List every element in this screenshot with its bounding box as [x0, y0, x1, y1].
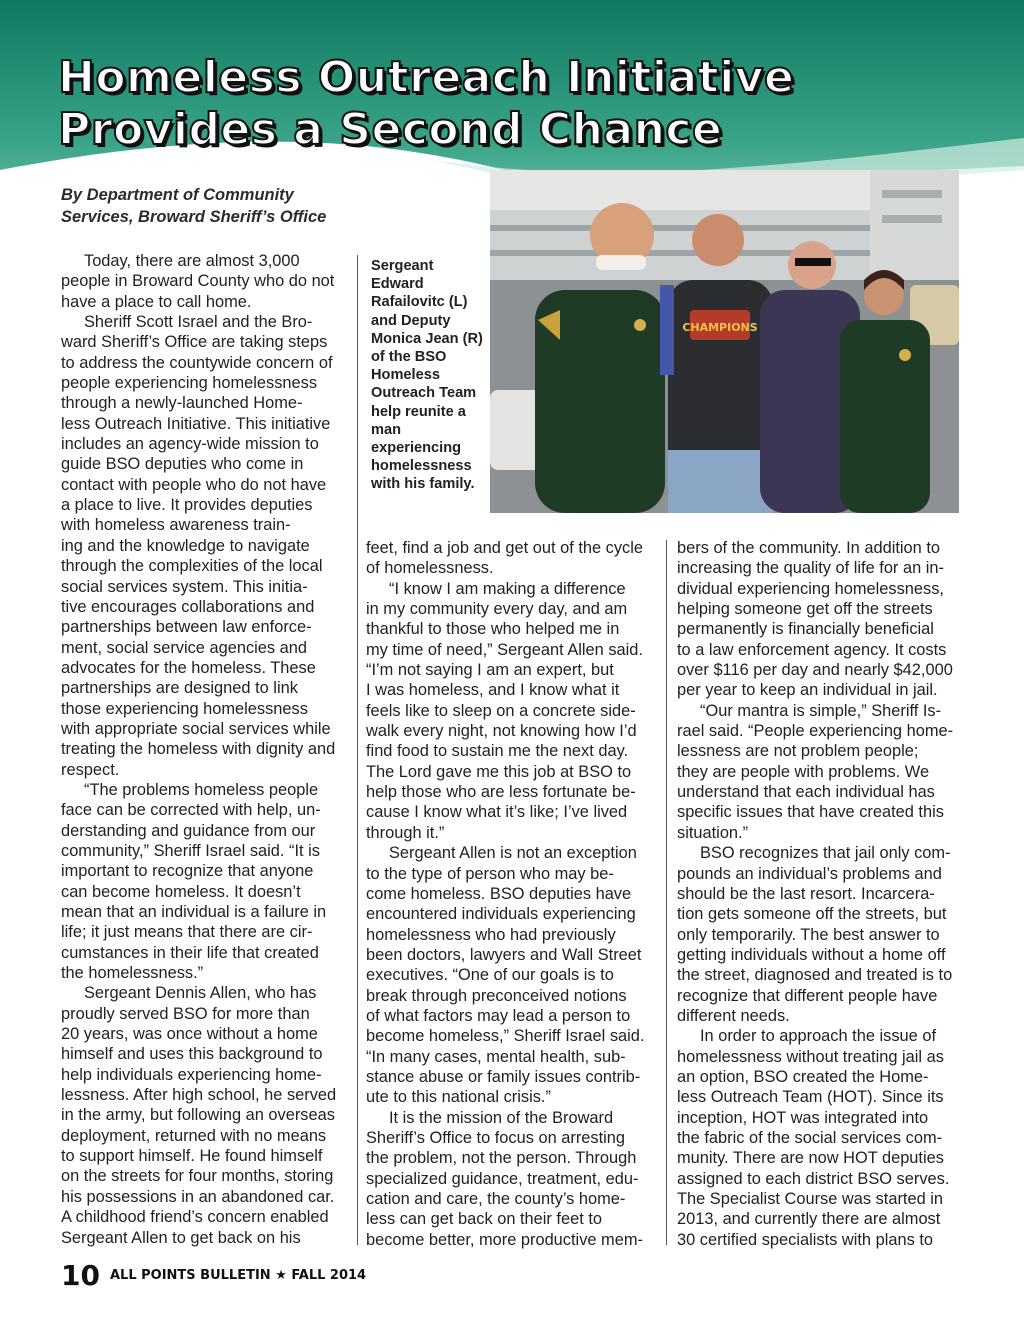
text-line: through the complexities of the local [61, 557, 323, 576]
text-line: Sheriff Scott Israel and the Bro- [84, 313, 313, 332]
text-line: includes an agency-wide mission to [61, 435, 319, 454]
text-line: should be the last resort. Incarcera- [677, 884, 935, 903]
text-line: specialized guidance, treatment, edu- [366, 1169, 639, 1188]
text-line: BSO recognizes that jail only com- [700, 844, 951, 863]
column-divider-2 [666, 540, 667, 1245]
shirt-text: CHAMPIONS [682, 321, 758, 334]
text-line: deployment, returned with no means [61, 1126, 327, 1145]
text-line: getting individuals without a home off [677, 945, 946, 964]
page-number: 10 [61, 1258, 100, 1292]
article-column-3 [677, 538, 977, 1250]
text-line: cause I know what it’s like; I’ve lived [366, 803, 628, 822]
text-line: a place to live. It provides deputies [61, 496, 313, 515]
text-line: “Our mantra is simple,” Sheriff Is- [700, 701, 942, 720]
text-line: help individuals experiencing home- [61, 1065, 322, 1084]
text-line: It is the mission of the Broward [389, 1108, 614, 1127]
text-line: the street, diagnosed and treated is to [677, 966, 953, 985]
text-line: people in Broward County who do not [61, 272, 335, 291]
text-line: less Outreach Initiative. This initiative [61, 414, 331, 433]
column-divider-1 [357, 255, 358, 1245]
text-line: less can get back on their feet to [366, 1210, 602, 1229]
text-line: ute to this national crisis.” [366, 1088, 551, 1107]
text-line: of homelessness. [366, 559, 494, 578]
title-line-2: Provides a Second Chance [58, 104, 723, 155]
text-line: in the army, but following an overseas [61, 1106, 335, 1125]
text-line: in my community every day, and am [366, 600, 628, 619]
text-line: The Lord gave me this job at BSO to [366, 762, 632, 781]
text-line: treating the homeless with dignity and [61, 740, 336, 759]
publication-name: ALL POINTS BULLETIN ★ FALL 2014 [109, 1267, 367, 1283]
text-line: over $116 per day and nearly $42,000 [677, 661, 953, 680]
text-line: “I’m not saying I am an expert, but [366, 661, 614, 680]
text-line: homelessness who had previously [366, 925, 616, 944]
text-line: the fabric of the social services com- [677, 1128, 943, 1147]
text-line: on the streets for four months, storing [61, 1167, 334, 1186]
text-line: ing and the knowledge to navigate [61, 536, 310, 555]
text-line: 20 years, was once without a home [61, 1025, 318, 1044]
text-line: assigned to each district BSO serves. [677, 1169, 950, 1188]
text-line: “The problems homeless people [84, 780, 319, 799]
text-line: life; it just means that there are cir- [61, 923, 313, 942]
text-line: Sergeant Allen is not an exception [389, 844, 637, 863]
text-line: face can be corrected with help, un- [61, 801, 321, 820]
text-line: thankful to those who helped me in [366, 620, 620, 639]
text-line: tion gets someone off the streets, but [677, 905, 947, 924]
text-line: important to recognize that anyone [61, 862, 314, 881]
text-line: tive encourages collaborations and [61, 597, 315, 616]
text-line: increasing the quality of life for an in- [677, 559, 944, 578]
text-line: an option, BSO created the Home- [677, 1067, 929, 1086]
text-line: ward Sheriff’s Office are taking steps [61, 333, 328, 352]
text-line: derstanding and guidance from our [61, 821, 316, 840]
text-line: come homeless. BSO deputies have [366, 884, 632, 903]
article-column-1 [61, 251, 351, 1248]
text-line: the problem, not the person. Through [366, 1149, 637, 1168]
text-line: walk every night, not knowing how I’d [366, 722, 637, 741]
text-line: ment, social service agencies and [61, 638, 307, 657]
article-title [58, 52, 958, 156]
text-line: feet, find a job and get out of the cycle [366, 539, 644, 557]
text-line: In order to approach the issue of [700, 1027, 936, 1046]
text-line: to address the countywide concern of [61, 353, 333, 372]
page-footer [61, 1258, 366, 1292]
text-line: of what factors may lead a person to [366, 1006, 631, 1025]
text-line: find food to sustain me the next day. [366, 742, 629, 761]
text-line: social services system. This initia- [61, 577, 308, 596]
text-line: break through preconceived notions [366, 986, 627, 1005]
text-line: through it.” [366, 823, 445, 842]
text-line: lessness. After high school, he served [61, 1086, 337, 1105]
text-line: my time of need,” Sergeant Allen said. [366, 640, 643, 659]
text-line: advocates for the homeless. These [61, 658, 316, 677]
text-line: “In many cases, mental health, sub- [366, 1047, 626, 1066]
text-line: Today, there are almost 3,000 [84, 252, 300, 270]
text-line: Sergeant Allen to get back on his [61, 1228, 301, 1247]
text-line: lessness are not problem people; [677, 742, 919, 761]
text-line: to a law enforcement agency. It costs [677, 640, 947, 659]
text-line: encountered individuals experiencing [366, 905, 636, 924]
text-line: those experiencing homelessness [61, 699, 308, 718]
text-line: 2013, and currently there are almost [677, 1210, 941, 1229]
text-line: help those who are less fortunate be- [366, 783, 636, 802]
text-line: different needs. [677, 1006, 790, 1025]
text-line: feels like to sleep on a concrete side- [366, 701, 636, 720]
title-line-1: Homeless Outreach Initiative [58, 52, 795, 103]
text-line: with appropriate social services while [61, 719, 331, 738]
text-line: become better, more productive mem- [366, 1230, 643, 1249]
text-line: only temporarily. The best answer to [677, 925, 940, 944]
text-line: helping someone get off the streets [677, 600, 933, 619]
text-line: The Specialist Course was started in [677, 1190, 944, 1208]
text-line: himself and uses this background to [61, 1045, 323, 1064]
text-line: to support himself. He found himself [61, 1147, 323, 1166]
text-line: I was homeless, and I know what it [366, 681, 620, 700]
text-line: partnerships between law enforce- [61, 618, 312, 637]
text-line: with homeless awareness train- [61, 516, 291, 535]
text-line: dividual experiencing homelessness, [677, 579, 944, 598]
text-line: his possessions in an abandoned car. [61, 1187, 335, 1206]
text-line: partnerships are designed to link [61, 679, 298, 698]
text-line: people experiencing homelessness [61, 374, 318, 393]
text-line: specific issues that have created this [677, 803, 944, 822]
text-line: understand that each individual has [677, 783, 935, 802]
text-line: executives. “One of our goals is to [366, 966, 614, 985]
text-line: recognize that different people have [677, 986, 938, 1005]
byline-line-1: By Department of Community [61, 186, 294, 204]
text-line: respect. [61, 760, 120, 779]
byline-line-2: Services, Broward Sheriff’s Office [61, 208, 327, 226]
text-line: mean that an individual is a failure in [61, 903, 327, 921]
text-line: through a newly-launched Home- [61, 394, 303, 413]
text-line: cumstances in their life that created [61, 943, 319, 962]
article-column-2 [366, 538, 662, 1250]
photo-caption: Sergeant Edward Rafailovitc (L) and Deputy Monica Jean (R) of the BSO Homeless Outreach Team help reunite a man experiencing homelessness with his family. [371, 258, 483, 493]
text-line: guide BSO deputies who come in [61, 455, 304, 474]
byline [61, 184, 361, 228]
text-line: community,” Sheriff Israel said. “It is [61, 841, 320, 860]
text-line: munity. There are now HOT deputies [677, 1149, 944, 1168]
text-line: “I know I am making a difference [389, 579, 626, 598]
text-line: cation and care, the county’s home- [366, 1190, 626, 1208]
text-line: have a place to call home. [61, 292, 252, 311]
text-line: the homelessness.” [61, 964, 204, 983]
text-line: Sergeant Dennis Allen, who has [84, 984, 317, 1003]
text-line: can become homeless. It doesn’t [61, 882, 301, 901]
text-line: homelessness without treating jail as [677, 1047, 944, 1066]
officers-with-man-photo [490, 170, 959, 513]
text-line: contact with people who do not have [61, 475, 327, 494]
text-line: per year to keep an individual in jail. [677, 681, 938, 700]
text-line: they are people with problems. We [677, 762, 930, 781]
text-line: Sheriff’s Office to focus on arresting [366, 1128, 626, 1147]
text-line: proudly served BSO for more than [61, 1004, 310, 1023]
text-line: stance abuse or family issues contrib- [366, 1067, 641, 1086]
text-line: A childhood friend’s concern enabled [61, 1208, 329, 1227]
text-line: been doctors, lawyers and Wall Street [366, 945, 642, 964]
text-line: bers of the community. In addition to [677, 539, 940, 557]
text-line: become homeless,” Sheriff Israel said. [366, 1027, 645, 1046]
text-line: to the type of person who may be- [366, 864, 614, 883]
text-line: rael said. “People experiencing home- [677, 722, 954, 741]
text-line: less Outreach Team (HOT). Since its [677, 1088, 944, 1107]
text-line: situation.” [677, 823, 749, 842]
text-line: inception, HOT was integrated into [677, 1108, 929, 1127]
text-line: pounds an individual’s problems and [677, 864, 942, 883]
text-line: 30 certified specialists with plans to [677, 1230, 933, 1249]
text-line: permanently is financially beneficial [677, 620, 934, 639]
